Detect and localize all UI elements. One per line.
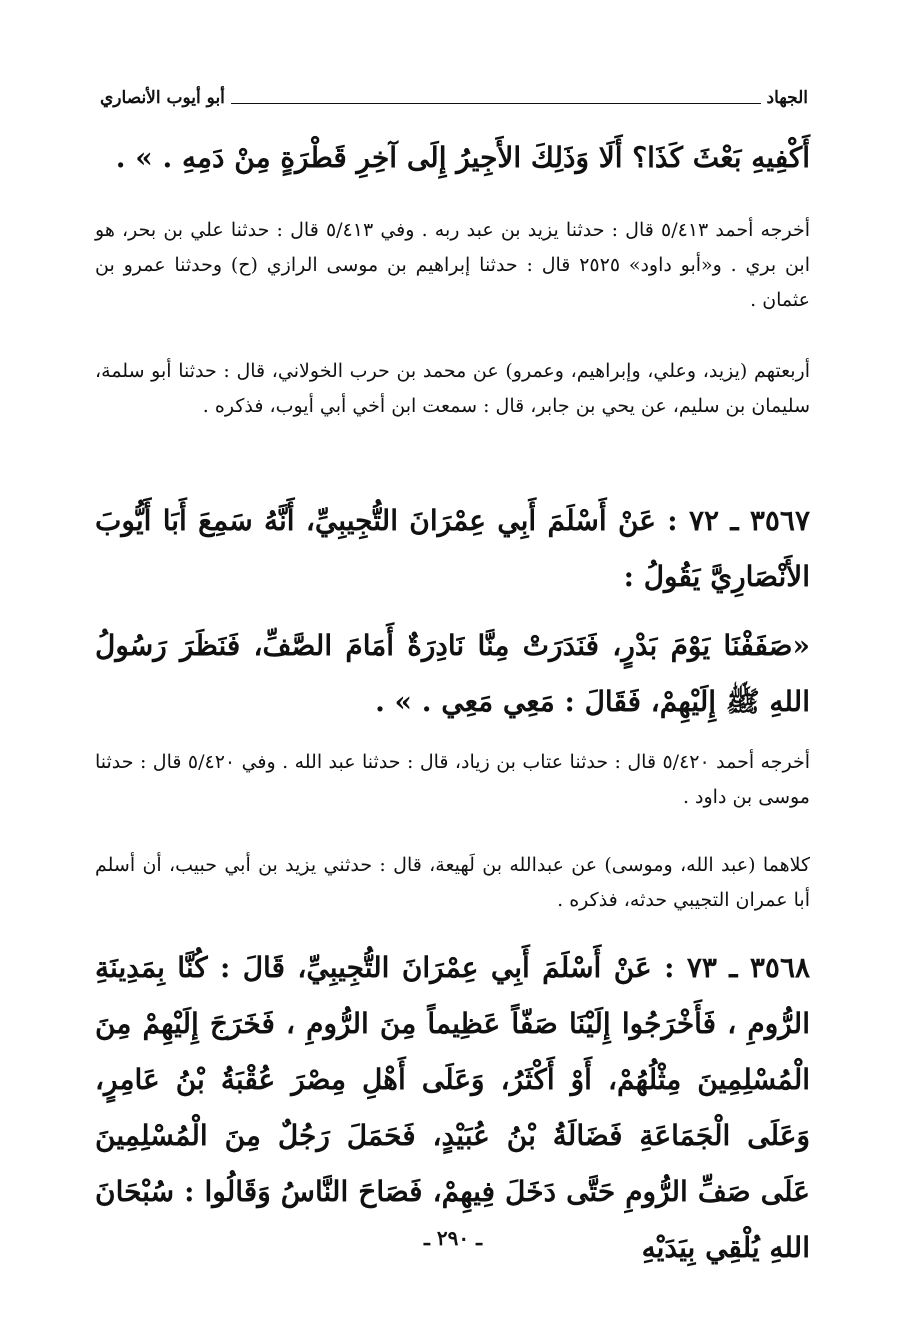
takhrij-note-2: أربعتهم (يزيد، وعلي، وإبراهيم، وعمرو) عن محمد بن حرب الخولاني، قال : حدثنا أبو سلمة، سليمان بن سليم، عن يحي بن جابر، قال : سمعت ابن أخي أبي أيوب، فذكره . [95,360,810,417]
header-title: أبو أيوب الأنصاري [100,88,225,108]
header-section: الجهاد [766,88,808,108]
takhrij-note-3: أخرجه أحمد ٥/٤٢٠ قال : حدثنا عتاب بن زياد، قال : حدثنا عبد الله . وفي ٥/٤٢٠ قال : حدثنا موسى بن داود . [95,751,810,808]
page-number: ـ ٢٩٠ ـ [424,1226,482,1250]
hadith-72-text: «صَفَفْنَا يَوْمَ بَدْرٍ، فَنَدَرَتْ مِنَّا نَادِرَةٌ أَمَامَ الصَّفِّ، فَنَظَرَ رَسُولُ اللهِ ﷺ إِلَيْهِمْ، فَقَالَ : مَعِي مَعِي . » . [95,629,810,718]
hadith-72-intro: ٣٥٦٧ ـ ٧٢ : عَنْ أَسْلَمَ أَبِي عِمْرَانَ التُّجِيبِيِّ، أَنَّهُ سَمِعَ أَبَا أَيُّوبَ الأَنْصَارِيَّ يَقُولُ : [95,504,810,593]
running-header [100,80,808,116]
takhrij-note-1: أخرجه أحمد ٥/٤١٣ قال : حدثنا يزيد بن عبد ربه . وفي ٥/٤١٣ قال : حدثنا علي بن بحر، هو ابن بري . و«أبو داود» ٢٥٢٥ قال : حدثنا إبراهيم بن موسى الرازي (ح) وحدثنا عمرو بن عثمان . [95,219,811,311]
header-rule [231,103,761,104]
continued-hadith-text: أَكْفِيهِ بَعْثَ كَذَا؟ أَلَا وَذَلِكَ الأَجِيرُ إِلَى آخِرِ قَطْرَةٍ مِنْ دَمِهِ . » . [115,141,810,174]
hadith-73-text: ٣٥٦٨ ـ ٧٣ : عَنْ أَسْلَمَ أَبِي عِمْرَانَ التُّجِيبِيِّ، قَالَ : كُنَّا بِمَدِينَةِ الرُّومِ ، فَأَخْرَجُوا إِلَيْنَا صَفّاً عَظِيماً مِنَ الرُّومِ ، فَخَرَجَ إِلَيْهِمْ مِنَ الْمُسْلِمِينَ مِثْلُهُمْ، أَوْ أَكْثَرُ، وَعَلَى أَهْلِ مِصْرَ عُقْبَةُ بْنُ عَامِرٍ، وَعَلَى الْجَمَاعَةِ فَضَالَةُ بْنُ عُبَيْدٍ، فَحَمَلَ رَجُلٌ مِنَ الْمُسْلِمِينَ عَلَى صَفِّ الرُّومِ حَتَّى دَخَلَ فِيهِمْ، فَصَاحَ النَّاسُ وَقَالُوا : سُبْحَانَ اللهِ يُلْقِي بِيَدَيْهِ [95,951,811,1264]
takhrij-note-4: كلاهما (عبد الله، وموسى) عن عبدالله بن لَهيعة، قال : حدثني يزيد بن أبي حبيب، أن أسلم أبا عمران التجيبي حدثه، فذكره . [95,854,810,911]
